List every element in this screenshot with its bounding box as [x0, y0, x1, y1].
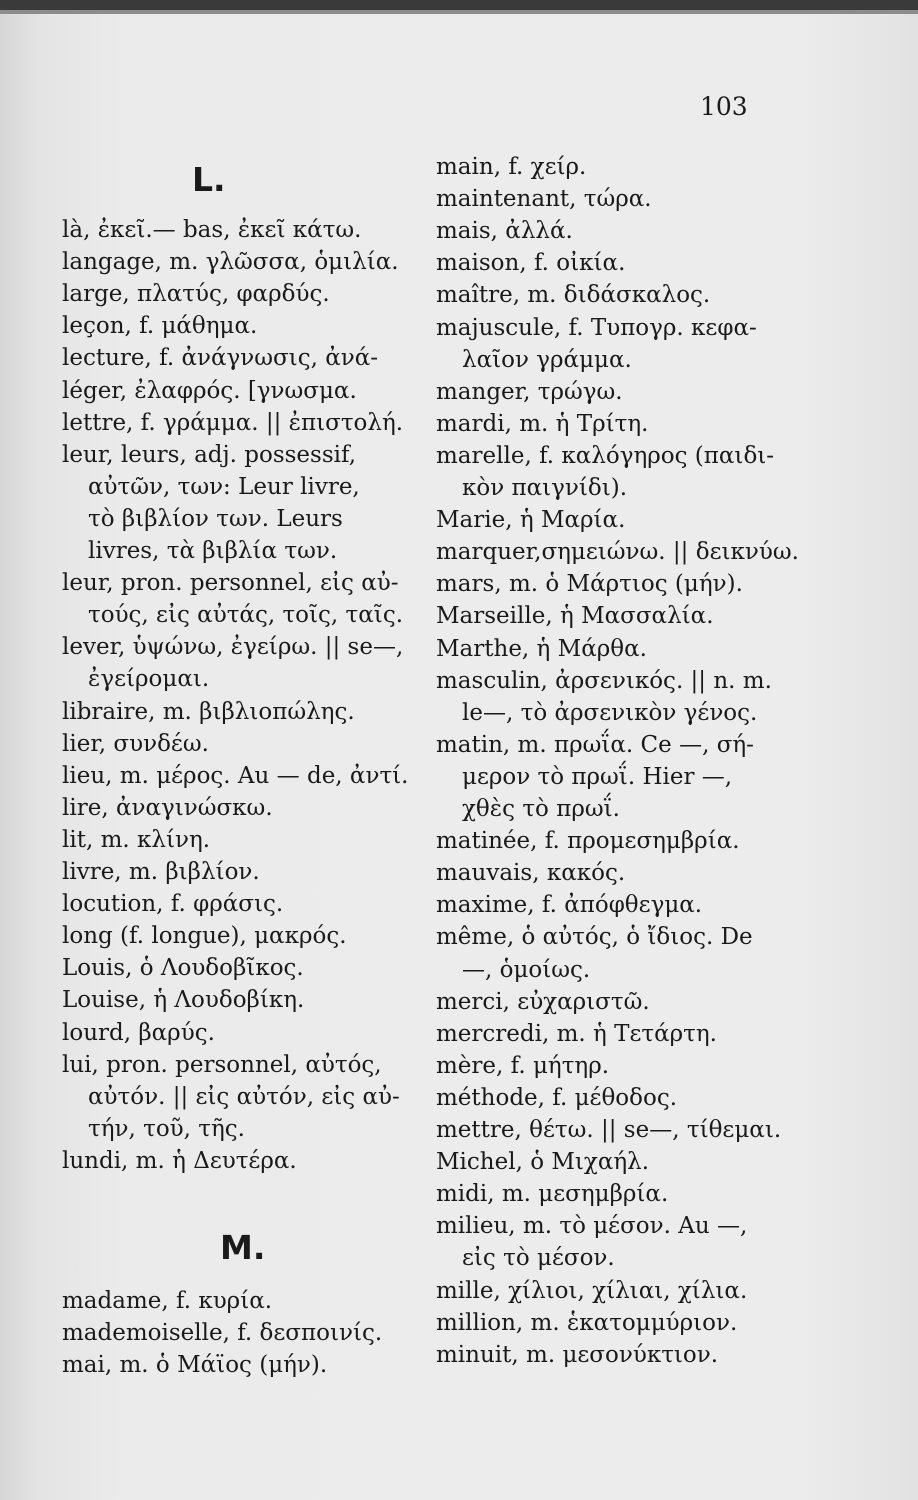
dictionary-entry-line: langage, m. γλῶσσα, ὁμιλία. — [62, 249, 399, 276]
dictionary-entry-line: marquer,σημειώνω. || δεικνύω. — [436, 539, 799, 566]
dictionary-entry-line: locution, f. φράσις. — [62, 891, 284, 918]
dictionary-entry-line: lever, ὑψώνω, ἐγείρω. || se—, — [62, 634, 404, 661]
dictionary-entry-line: lit, m. κλίνη. — [62, 826, 211, 853]
section-heading-m: M. — [220, 1228, 266, 1267]
dictionary-entry-line: αὐτόν. || εἰς αὐτόν, εἰς αὐ- — [88, 1083, 400, 1110]
dictionary-entry-line: mademoiselle, f. δεσποινίς. — [62, 1320, 383, 1346]
dictionary-entry-line: leçon, f. μάθημα. — [62, 313, 258, 340]
dictionary-entry-line: τούς, εἰς αὐτάς, τοῖς, ταῖς. — [88, 602, 404, 629]
dictionary-entry-line: là, ἐκεῖ.— bas, ἐκεῖ κάτω. — [62, 217, 362, 243]
dictionary-entry-line: lettre, f. γράμμα. || ἐπιστολή. — [62, 409, 404, 436]
dictionary-entry-line: méthode, f. μέθοδος. — [436, 1084, 678, 1111]
dictionary-entry-line: lire, ἀναγινώσκω. — [62, 794, 273, 821]
dictionary-entry-line: mettre, θέτω. || se—, τίθεμαι. — [436, 1117, 782, 1143]
dictionary-entry-line: μερον τὸ πρωΐ. Hier —, — [462, 763, 733, 790]
dictionary-entry-line: main, f. χείρ. — [436, 154, 587, 180]
dictionary-entry-line: Michel, ὁ Μιχαήλ. — [436, 1149, 650, 1176]
dictionary-entry-line: majuscule, f. Τυπογρ. κεφα- — [436, 314, 757, 341]
dictionary-entry-line: lundi, m. ἡ Δευτέρα. — [62, 1147, 297, 1174]
scan-top-edge-shadow — [0, 10, 918, 14]
dictionary-entry-line: milieu, m. τὸ μέσον. Au —, — [436, 1213, 748, 1240]
dictionary-entry-line: mardi, m. ἡ Τρίτη. — [436, 410, 649, 437]
dictionary-entry-line: livres, τὰ βιβλία των. — [88, 538, 338, 564]
page-number: 103 — [700, 92, 748, 121]
dictionary-entry-line: mai, m. ὁ Μάϊος (μήν). — [62, 1352, 328, 1378]
dictionary-entry-line: mauvais, κακός. — [436, 860, 626, 887]
dictionary-entry-line: lui, pron. personnel, αὐτός, — [62, 1051, 382, 1078]
dictionary-entry-line: Louise, ἡ Λουδοβίκη. — [62, 987, 305, 1014]
dictionary-entry-line: maître, m. διδάσκαλος. — [436, 282, 711, 309]
dictionary-entry-line: αὐτῶν, των: Leur livre, — [88, 473, 360, 500]
dictionary-entry-line: maison, f. οἰκία. — [436, 250, 626, 277]
dictionary-entry-line: lourd, βαρύς. — [62, 1019, 215, 1046]
dictionary-entry-line: ἐγείρομαι. — [88, 666, 210, 693]
dictionary-entry-line: matin, m. πρωΐα. Ce —, σή- — [436, 731, 754, 758]
dictionary-entry-line: maintenant, τώρα. — [436, 186, 652, 213]
dictionary-entry-line: leur, pron. personnel, εἰς αὐ- — [62, 570, 399, 597]
dictionary-entry-line: manger, τρώγω. — [436, 378, 623, 405]
scan-top-edge — [0, 0, 918, 10]
dictionary-entry-line: matinée, f. προμεσημβρία. — [436, 828, 740, 855]
dictionary-entry-line: Marthe, ἡ Μάρθα. — [436, 635, 647, 662]
dictionary-entry-line: leur, leurs, adj. possessif, — [62, 441, 357, 468]
dictionary-entry-line: λαῖον γράμμα. — [462, 346, 632, 373]
dictionary-entry-line: marelle, f. καλόγηρος (παιδι- — [436, 442, 775, 469]
dictionary-entry-line: εἰς τὸ μέσον. — [462, 1245, 615, 1272]
dictionary-entry-line: τὸ βιβλίον των. Leurs — [88, 505, 343, 532]
dictionary-entry-line: livre, m. βιβλίον. — [62, 859, 260, 885]
dictionary-entry-line: τήν, τοῦ, τῆς. — [88, 1115, 245, 1142]
dictionary-entry-line: lecture, f. ἀνάγνωσις, ἀνά- — [62, 345, 379, 372]
dictionary-entry-line: long (f. longue), μακρός. — [62, 923, 347, 950]
dictionary-entry-line: Louis, ὁ Λουδοβῖκος. — [62, 955, 304, 982]
dictionary-entry-line: minuit, m. μεσονύκτιον. — [436, 1341, 719, 1368]
dictionary-entry-line: Marseille, ἡ Μασσαλία. — [436, 603, 714, 630]
dictionary-entry-line: κὸν παιγνίδι). — [462, 475, 628, 501]
dictionary-entry-line: large, πλατύς, φαρδύς. — [62, 281, 330, 308]
dictionary-entry-line: million, m. ἑκατομμύριον. — [436, 1309, 738, 1336]
dictionary-entry-line: mère, f. μήτηρ. — [436, 1052, 610, 1079]
dictionary-entry-line: mercredi, m. ἡ Τετάρτη. — [436, 1020, 717, 1047]
dictionary-entry-line: mille, χίλιοι, χίλιαι, χίλια. — [436, 1277, 748, 1304]
dictionary-entry-line: masculin, ἀρσενικός. || n. m. — [436, 667, 772, 694]
dictionary-entry-line: χθὲς τὸ πρωΐ. — [462, 796, 620, 822]
dictionary-entry-line: lieu, m. μέρος. Au — de, ἀντί. — [62, 762, 409, 789]
dictionary-entry-line: mars, m. ὁ Μάρτιος (μήν). — [436, 571, 743, 598]
dictionary-entry-line: madame, f. κυρία. — [62, 1288, 273, 1314]
section-heading-l: L. — [192, 160, 226, 199]
dictionary-entry-line: lier, συνδέω. — [62, 730, 209, 757]
dictionary-entry-line: —, ὁμοίως. — [462, 956, 591, 983]
dictionary-entry-line: mais, ἀλλά. — [436, 218, 573, 245]
dictionary-entry-line: le—, τὸ ἀρσενικὸν γένος. — [462, 699, 758, 726]
dictionary-entry-line: midi, m. μεσημβρία. — [436, 1181, 669, 1208]
dictionary-entry-line: même, ὁ αὐτός, ὁ ἴδιος. De — [436, 924, 753, 951]
dictionary-entry-line: merci, εὐχαριστῶ. — [436, 988, 650, 1015]
dictionary-entry-line: maxime, f. ἀπόφθεγμα. — [436, 892, 703, 919]
dictionary-entry-line: Marie, ἡ Μαρία. — [436, 507, 626, 534]
dictionary-entry-line: léger, ἐλαφρός. [γνωσμα. — [62, 377, 357, 404]
dictionary-entry-line: libraire, m. βιβλιοπώλης. — [62, 698, 355, 725]
